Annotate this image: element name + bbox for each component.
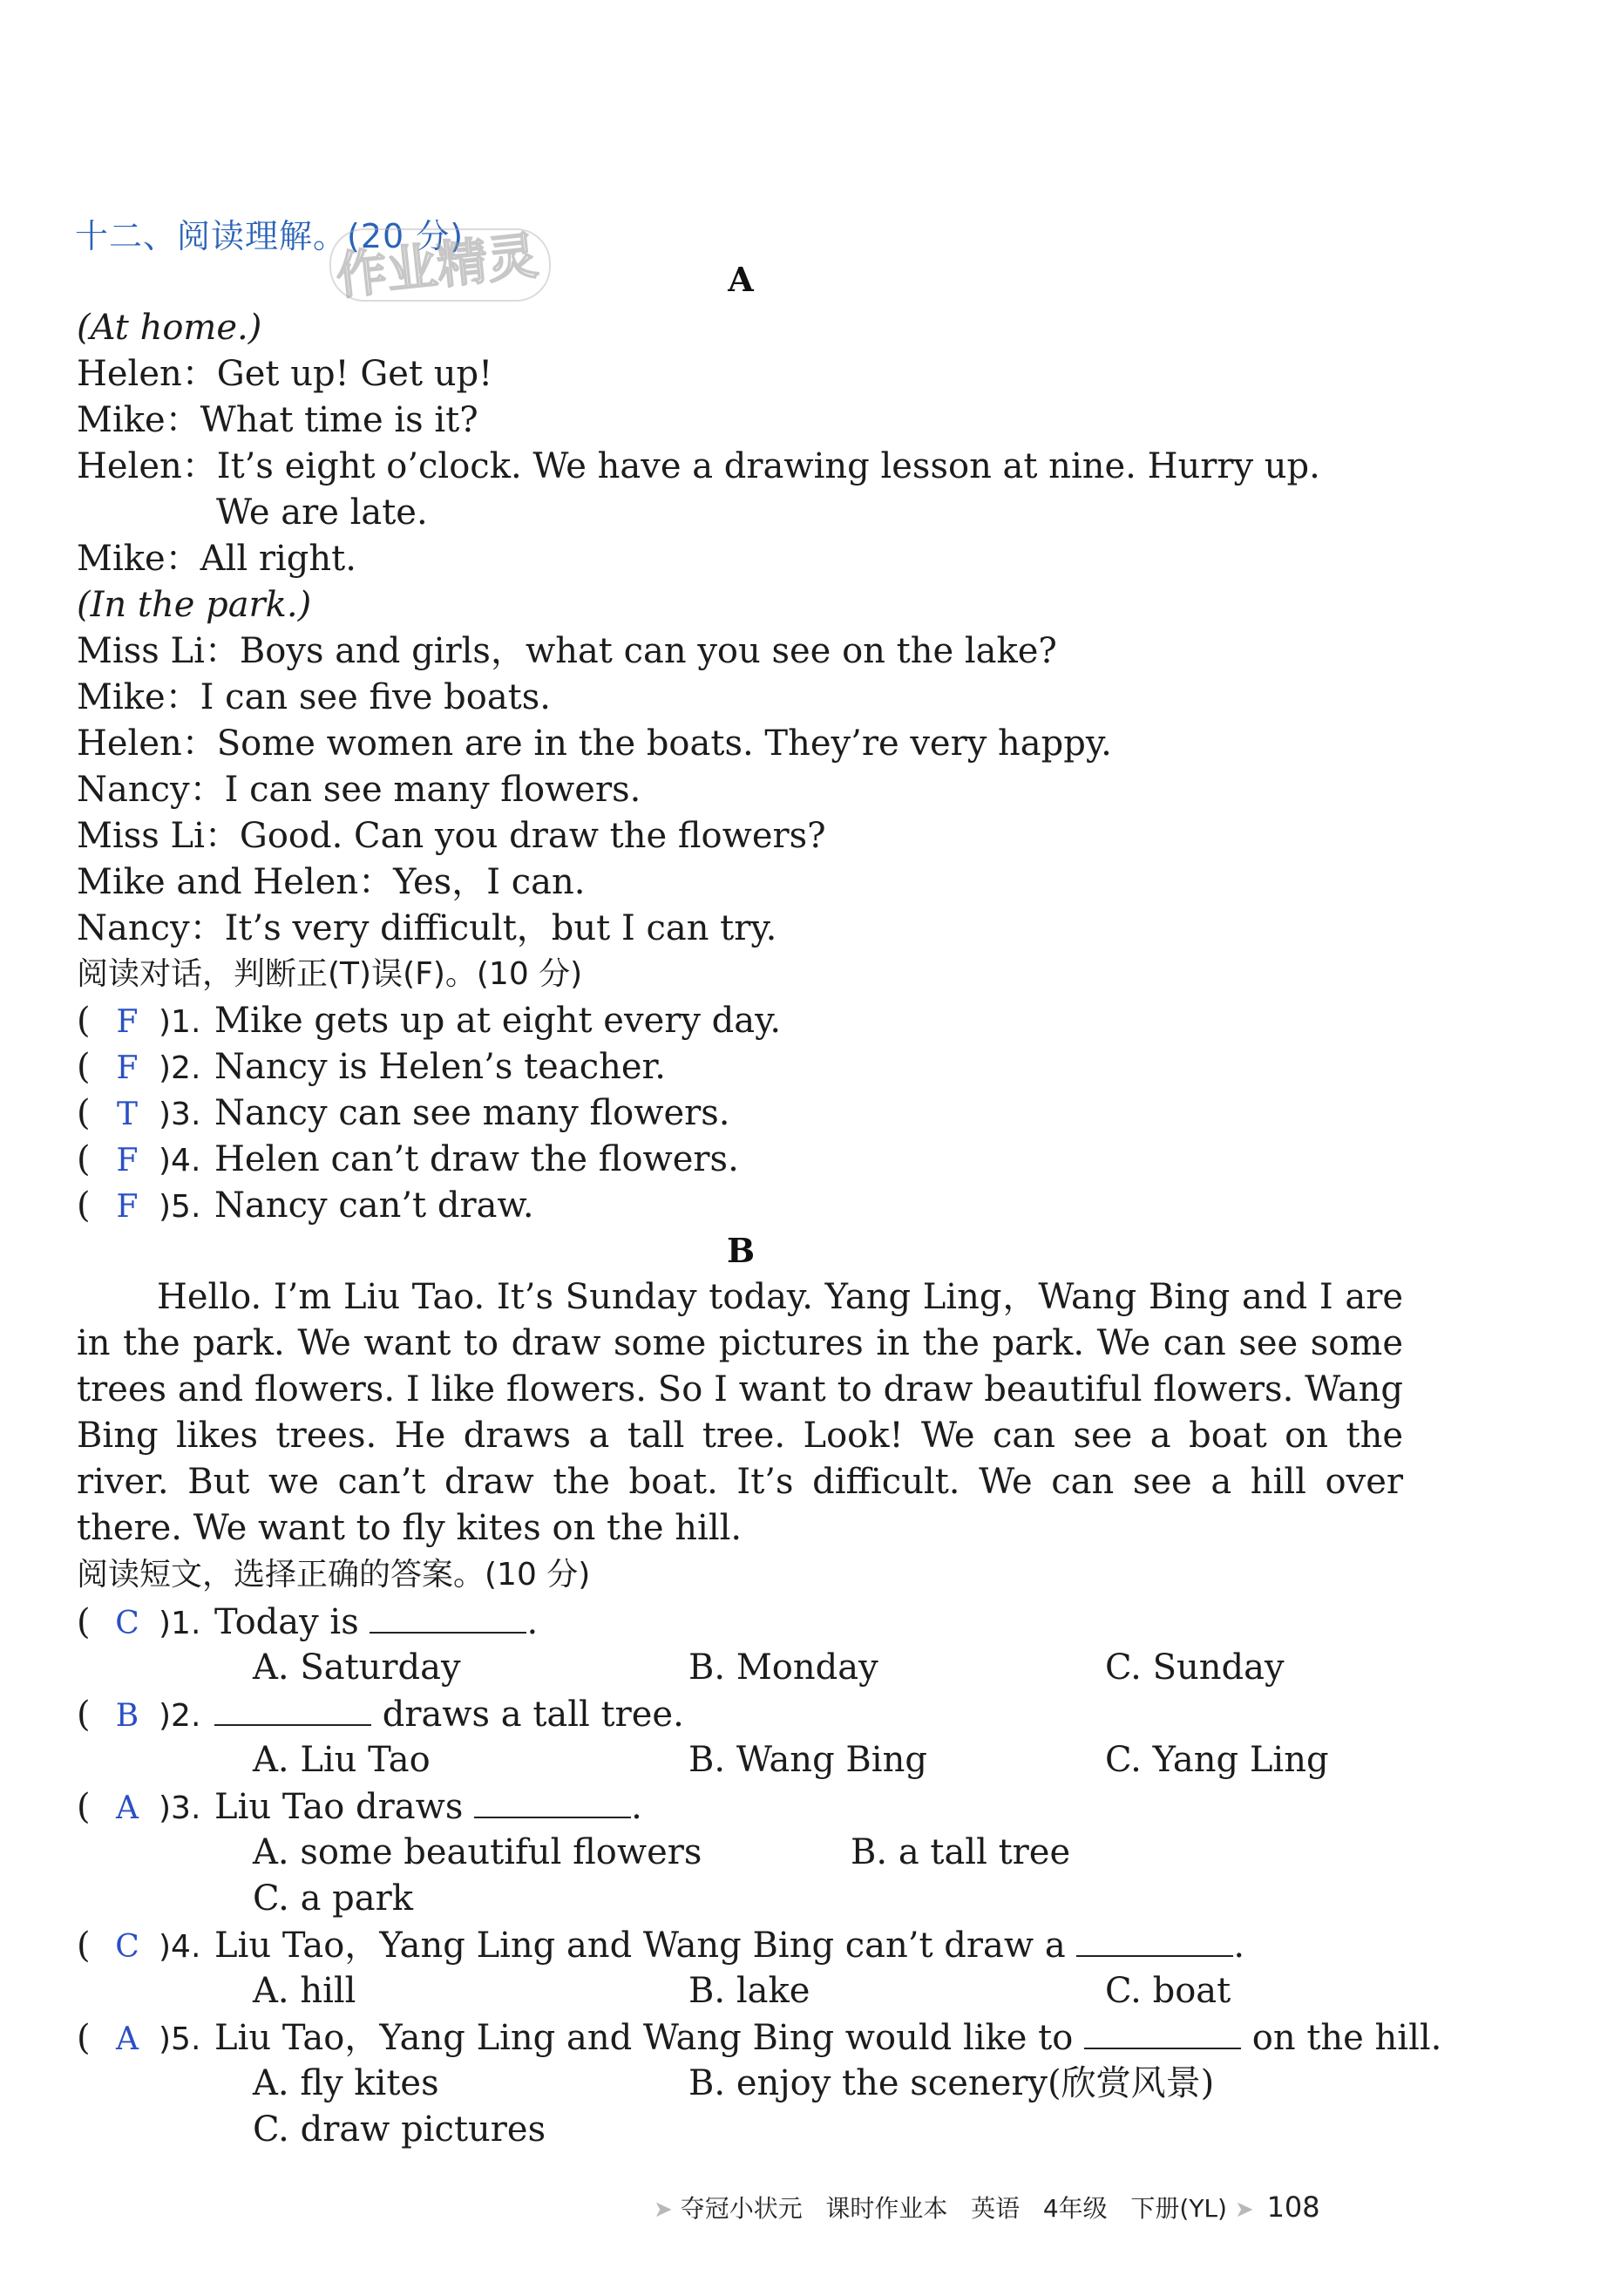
stage-direction-home: (At home.) [77, 308, 262, 348]
question-number: )2. [159, 1050, 201, 1086]
question-stem-post: . [526, 1602, 539, 1642]
footer-grade: 4年级 [1042, 2194, 1108, 2223]
option-c: C. Yang Ling [1105, 1740, 1329, 1780]
tf-question: ( F )1. Mike gets up at eight every day. [77, 998, 781, 1045]
answer-mark: F [116, 1050, 139, 1086]
option-b: B. lake [688, 1971, 810, 2011]
dialogue-line: Mike：All right. [77, 539, 356, 579]
dialogue-line: Nancy：I can see many flowers. [77, 770, 641, 810]
question-stem-post: . [1233, 1926, 1245, 1966]
question-text: Nancy can’t draw. [214, 1185, 534, 1226]
part-b-instruction: 阅读短文，选择正确的答案。(10 分) [77, 1557, 591, 1593]
footer-brand: 夺冠小状元 [680, 2194, 803, 2223]
question-stem-pre: Liu Tao，Yang Ling and Wang Bing would like to [214, 2018, 1085, 2058]
dialogue-line: Mike and Helen：Yes，I can. [77, 862, 586, 902]
dialogue-line: Helen：Some women are in the boats. They’re very happy. [77, 723, 1112, 764]
part-a-instruction: 阅读对话，判断正(T)误(F)。(10 分) [77, 956, 583, 992]
reading-passage: Hello. I’m Liu Tao. It’s Sunday today. Yang Ling，Wang Bing and I are in the park. We want to draw some pictures in the park. We can see some trees and flowers. I like flowers. So I want to draw beautiful flowers. Wang Bing likes trees. He draws a tall tree. Look! We can see a boat on the river. But we can’t draw the boat. It’s difficult. We can see a hill over there. We want to fly kites on the hill. [77, 1277, 1403, 1548]
answer-mark: B [115, 1698, 139, 1734]
question-number: )4. [159, 1929, 201, 1965]
footer-book: 课时作业本 [825, 2194, 948, 2223]
part-b-heading: B [726, 1231, 756, 1270]
answer-mark: C [115, 1929, 139, 1965]
dialogue-line: Helen：Get up! Get up! [77, 354, 493, 394]
answer-mark: T [116, 1097, 138, 1132]
option-b: B. Wang Bing [688, 1740, 927, 1780]
question-number: )5. [159, 2021, 201, 2057]
dialogue-line: Miss Li：Good. Can you draw the flowers? [77, 816, 826, 856]
tf-question: ( F )4. Helen can’t draw the flowers. [77, 1137, 739, 1184]
mc-question: ( C )1. Today is . [77, 1599, 538, 1647]
option-a: A. some beautiful flowers [253, 1832, 702, 1872]
question-text: Nancy can see many flowers. [214, 1093, 730, 1133]
dialogue-line: Mike：I can see five boats. [77, 677, 552, 717]
option-c: C. Sunday [1105, 1647, 1285, 1688]
answer-blank [214, 1691, 371, 1726]
question-number: )5. [159, 1189, 201, 1225]
page-footer [654, 2190, 1320, 2225]
answer-mark: F [116, 1004, 139, 1040]
question-text: Helen can’t draw the flowers. [214, 1139, 739, 1179]
tf-question: ( T )3. Nancy can see many flowers. [77, 1090, 730, 1138]
question-stem-post: on the hill. [1241, 2018, 1442, 2058]
answer-blank [1084, 2014, 1241, 2049]
option-a: A. hill [253, 1971, 356, 2011]
answer-blank [1076, 1922, 1233, 1957]
question-number: )3. [159, 1790, 201, 1826]
dialogue-line: Helen：It’s eight o’clock. We have a drawing lesson at nine. Hurry up. [77, 446, 1320, 486]
option-c: C. boat [1105, 1971, 1231, 2011]
arrow-right-icon: ➤ [1234, 2197, 1254, 2223]
question-number: )4. [159, 1143, 201, 1179]
section-title: 十二、阅读理解。(20 分) [75, 217, 465, 255]
dialogue-line: Nancy：It’s very difficult，but I can try. [77, 908, 777, 948]
answer-mark: F [116, 1143, 139, 1179]
option-b: B. a tall tree [851, 1832, 1071, 1872]
footer-subject: 英语 [971, 2194, 1021, 2223]
footer-volume: 下册(YL) [1130, 2194, 1227, 2223]
stage-direction-park: (In the park.) [77, 585, 312, 625]
mc-question: ( A )5. Liu Tao，Yang Ling and Wang Bing would like to on the hill. [77, 2014, 1441, 2062]
question-number: )3. [159, 1097, 201, 1132]
dialogue-line: Miss Li：Boys and girls，what can you see on the lake? [77, 631, 1057, 671]
question-stem-post: draws a tall tree. [371, 1695, 684, 1735]
dialogue-line: Mike：What time is it? [77, 400, 478, 440]
answer-mark: C [115, 1606, 139, 1641]
option-b: B. enjoy the scenery(欣赏风景) [688, 2063, 1215, 2103]
question-stem-pre: Liu Tao draws [214, 1787, 475, 1827]
arrow-right-icon: ➤ [654, 2197, 673, 2223]
answer-blank [370, 1599, 526, 1634]
option-a: A. fly kites [253, 2063, 439, 2103]
option-a: A. Saturday [253, 1647, 461, 1688]
watermark-logo: 作业精灵 [333, 226, 541, 306]
part-a-heading: A [728, 260, 754, 299]
question-number: )1. [159, 1606, 201, 1641]
option-c: C. a park [253, 1878, 413, 1919]
answer-blank [474, 1783, 631, 1818]
tf-question: ( F )2. Nancy is Helen’s teacher. [77, 1044, 666, 1091]
question-number: )1. [159, 1004, 201, 1040]
question-stem-pre: Today is [214, 1602, 370, 1642]
mc-question: ( A )3. Liu Tao draws . [77, 1783, 642, 1831]
option-a: A. Liu Tao [253, 1740, 431, 1780]
answer-mark: A [116, 1790, 139, 1826]
question-text: Nancy is Helen’s teacher. [214, 1047, 666, 1087]
question-stem-pre: Liu Tao，Yang Ling and Wang Bing can’t draw a [214, 1926, 1077, 1966]
page-number: 108 [1266, 2191, 1320, 2224]
option-b: B. Monday [688, 1647, 878, 1688]
mc-question: ( B )2. draws a tall tree. [77, 1691, 684, 1739]
mc-question: ( C )4. Liu Tao，Yang Ling and Wang Bing can’t draw a . [77, 1922, 1244, 1970]
tf-question: ( F )5. Nancy can’t draw. [77, 1183, 534, 1230]
question-stem-post: . [631, 1787, 642, 1827]
dialogue-line-continued: We are late. [216, 492, 428, 533]
question-text: Mike gets up at eight every day. [214, 1001, 782, 1041]
question-number: )2. [159, 1698, 201, 1734]
answer-mark: F [116, 1189, 139, 1225]
answer-mark: A [116, 2021, 139, 2057]
option-c: C. draw pictures [253, 2109, 546, 2150]
